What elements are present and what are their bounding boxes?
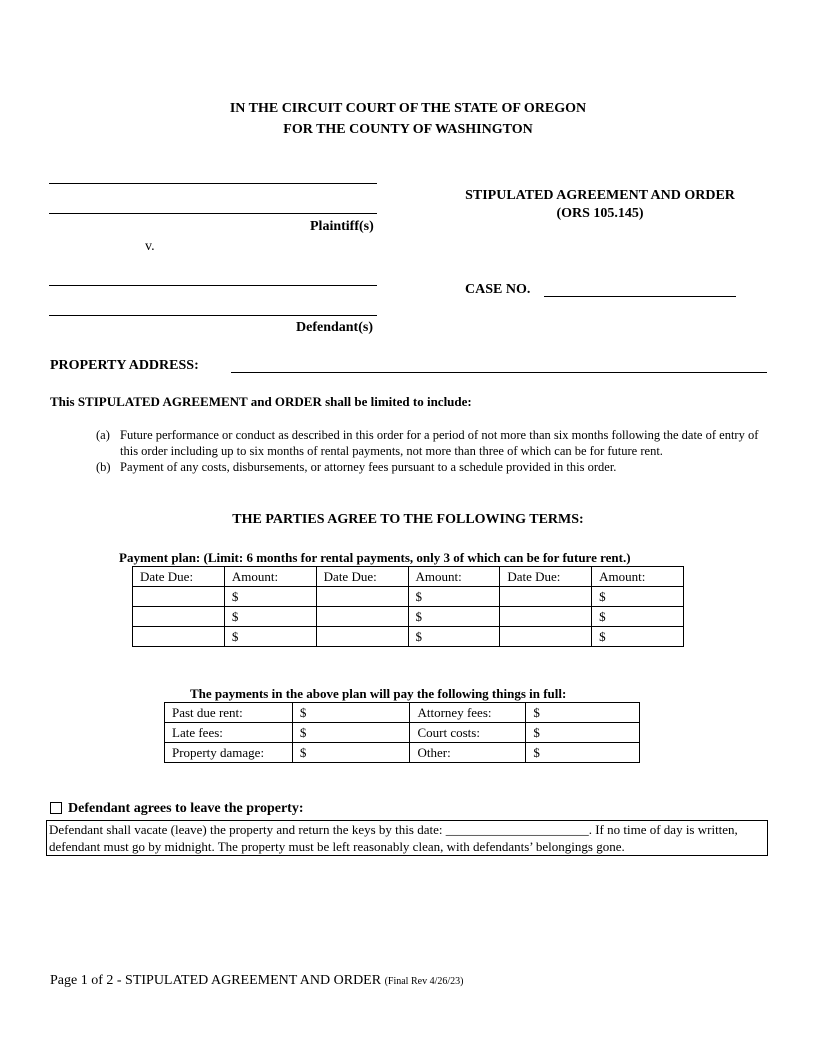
cover-amount-cell[interactable]: $ (292, 703, 410, 723)
page-footer (50, 973, 463, 989)
amount-cell[interactable]: $ (224, 587, 316, 607)
plaintiff-label: Plaintiff(s) (310, 219, 374, 234)
amount-cell[interactable]: $ (224, 607, 316, 627)
vacate-checkbox[interactable] (50, 802, 62, 814)
cover-item-label: Attorney fees: (410, 703, 526, 723)
vacate-date-field[interactable]: ______________________ (445, 822, 589, 837)
amount-cell[interactable]: $ (408, 627, 500, 647)
payments-cover-table (164, 702, 640, 763)
date-due-cell[interactable] (133, 587, 225, 607)
document-title-line1: STIPULATED AGREEMENT AND ORDER (465, 188, 735, 203)
vacate-option (50, 801, 303, 817)
court-heading-line2: FOR THE COUNTY OF WASHINGTON (283, 122, 533, 137)
terms-heading: THE PARTIES AGREE TO THE FOLLOWING TERMS: (232, 512, 584, 527)
plaintiff-line-2[interactable] (49, 213, 377, 214)
vacate-checkbox-label: Defendant agrees to leave the property: (68, 801, 304, 816)
payment-plan-caption: Payment plan: (Limit: 6 months for rental payments, only 3 of which can be for future rent.) (119, 550, 631, 565)
date-due-cell[interactable] (500, 627, 592, 647)
payments-cover-caption: The payments in the above plan will pay the following things in full: (190, 686, 567, 701)
header-amount: Amount: (224, 567, 316, 587)
court-heading (0, 98, 816, 140)
cover-amount-cell[interactable]: $ (292, 743, 410, 763)
header-date-due: Date Due: (133, 567, 225, 587)
limitation-item-b (96, 459, 776, 475)
amount-cell[interactable]: $ (592, 607, 684, 627)
cover-item-label: Past due rent: (165, 703, 293, 723)
table-row (133, 627, 684, 647)
case-no-label: CASE NO. (465, 282, 531, 297)
header-amount: Amount: (408, 567, 500, 587)
vacate-text-box (46, 820, 768, 856)
cover-item-label: Late fees: (165, 723, 293, 743)
cover-amount-cell[interactable]: $ (526, 723, 640, 743)
header-amount: Amount: (592, 567, 684, 587)
header-date-due: Date Due: (316, 567, 408, 587)
table-row (165, 703, 640, 723)
date-due-cell[interactable] (133, 607, 225, 627)
date-due-cell[interactable] (316, 607, 408, 627)
cover-item-label: Property damage: (165, 743, 293, 763)
limitation-item-a (96, 427, 776, 459)
date-due-cell[interactable] (500, 607, 592, 627)
date-due-cell[interactable] (316, 587, 408, 607)
property-address-field[interactable] (231, 372, 767, 373)
case-no-field[interactable] (544, 296, 736, 297)
cover-amount-cell[interactable]: $ (526, 743, 640, 763)
amount-cell[interactable]: $ (592, 587, 684, 607)
limitation-marker: (a) (96, 428, 110, 442)
defendant-line-1[interactable] (49, 285, 377, 286)
table-row (165, 723, 640, 743)
table-row (133, 607, 684, 627)
table-row (165, 743, 640, 763)
defendant-line-2[interactable] (49, 315, 377, 316)
plaintiff-line-1[interactable] (49, 183, 377, 184)
footer-page-text: Page 1 of 2 - STIPULATED AGREEMENT AND ORDER (50, 973, 382, 988)
defendant-label: Defendant(s) (296, 320, 373, 335)
vacate-text-after: . If no time of day is written, defendant must go by midnight. The property must be left reasonably clean, with defendants’ belongings gone. (49, 822, 738, 854)
cover-amount-cell[interactable]: $ (292, 723, 410, 743)
limitations-list (96, 427, 776, 475)
header-date-due: Date Due: (500, 567, 592, 587)
document-title-line2: (ORS 105.145) (556, 206, 644, 221)
document-title (430, 187, 770, 223)
table-row (133, 587, 684, 607)
amount-cell[interactable]: $ (592, 627, 684, 647)
cover-item-label: Court costs: (410, 723, 526, 743)
limitation-text: Payment of any costs, disbursements, or attorney fees pursuant to a schedule provided in this order. (120, 460, 617, 474)
cover-amount-cell[interactable]: $ (526, 703, 640, 723)
limitation-text: Future performance or conduct as described in this order for a period of not more than six months following the date of entry of this order including up to six months of rental payments, not more than three of which can be for future rent. (120, 428, 759, 458)
date-due-cell[interactable] (133, 627, 225, 647)
cover-item-label: Other: (410, 743, 526, 763)
court-heading-line1: IN THE CIRCUIT COURT OF THE STATE OF OREGON (229, 101, 587, 116)
limitation-marker: (b) (96, 460, 111, 474)
property-address-label: PROPERTY ADDRESS: (50, 358, 199, 373)
date-due-cell[interactable] (316, 627, 408, 647)
footer-revision: (Final Rev 4/26/23) (384, 976, 464, 987)
date-due-cell[interactable] (500, 587, 592, 607)
limitation-heading: This STIPULATED AGREEMENT and ORDER shall be limited to include: (50, 394, 472, 409)
amount-cell[interactable]: $ (408, 607, 500, 627)
amount-cell[interactable]: $ (224, 627, 316, 647)
versus-label: v. (145, 239, 155, 254)
payment-plan-table (132, 566, 684, 647)
amount-cell[interactable]: $ (408, 587, 500, 607)
payment-plan-header-row (133, 567, 684, 587)
vacate-text-before: Defendant shall vacate (leave) the property and return the keys by this date: (49, 822, 446, 837)
